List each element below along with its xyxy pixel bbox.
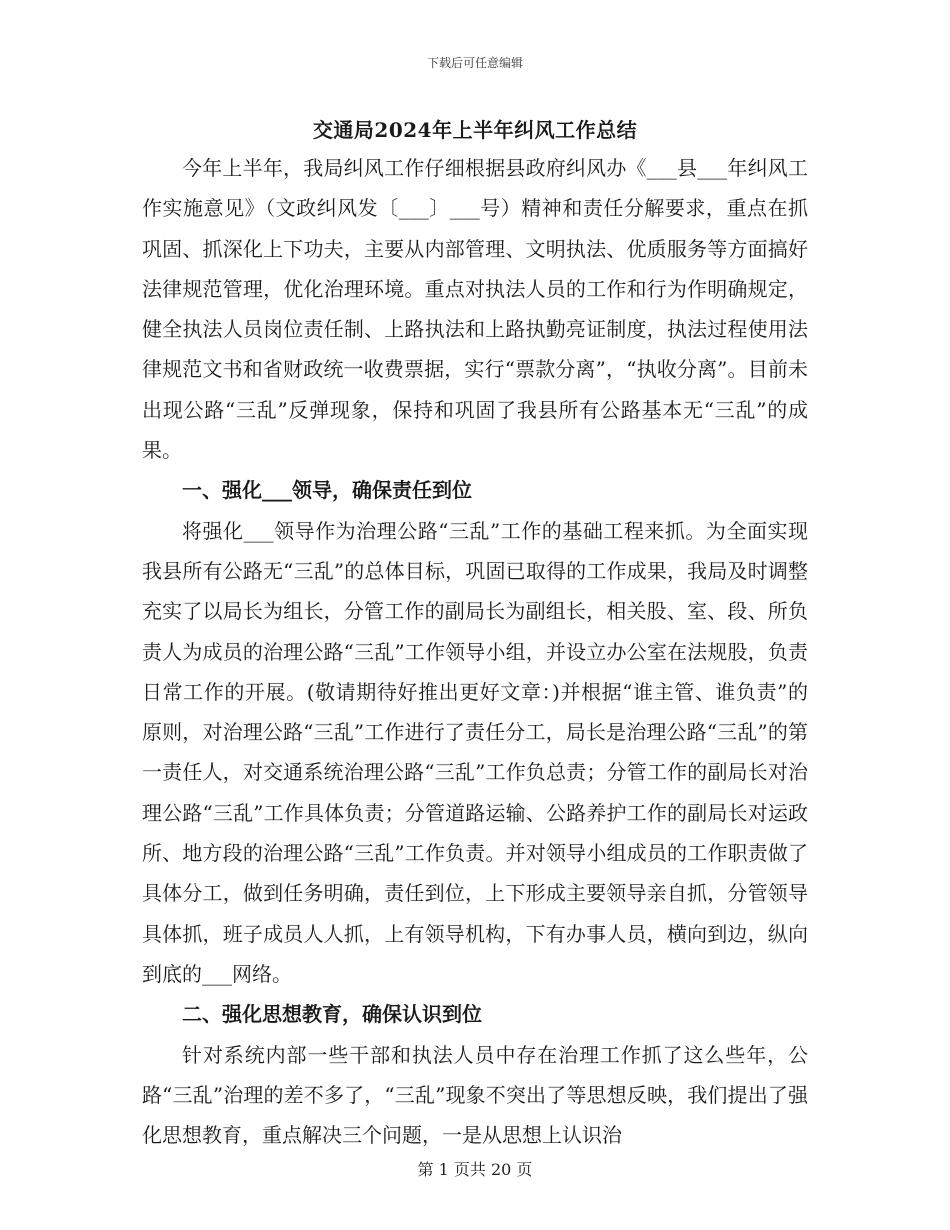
intro-paragraph: 今年上半年，我局纠风工作仔细根据县政府纠风办《___县___年纠风工作实施意见》（文政纠风发〔___〕___号）精神和责任分解要求，重点在抓巩固、抓深化上下功夫，主要从内部管理、文明执法、优质服务等方面搞好法律规范管理，优化治理环境。重点对执法人员的工作和行为作明确规定，健全执法人员岗位责任制、上路执法和上路执勤亮证制度，执法过程使用法律规范文书和省财政统一收费票据，实行“票款分离”，“执收分离”。目前未出现公路“三乱”反弹现象，保持和巩固了我县所有公路基本无“三乱”的成果。 bbox=[142, 156, 808, 463]
section-heading-2: 二、强化思想教育，确保认识到位 bbox=[182, 1002, 482, 1027]
section-heading-1: 一、强化___领导，确保责任到位 bbox=[182, 478, 472, 503]
section-paragraph-2: 针对系统内部一些干部和执法人员中存在治理工作抓了这么些年，公路“三乱”治理的差不多了，“三乱”现象不突出了等思想反映，我们提出了强化思想教育，重点解决三个问题，一是从思想上认识治 bbox=[142, 1042, 808, 1148]
document-title: 交通局2024年上半年纠风工作总结 bbox=[312, 118, 638, 142]
section-paragraph-1: 将强化___领导作为治理公路“三乱”工作的基础工程来抓。为全面实现我县所有公路无“三乱”的总体目标，巩固已取得的工作成果，我局及时调整充实了以局长为组长，分管工作的副局长为副组长，相关股、室、段、所负责人为成员的治理公路“三乱”工作领导小组，并设立办公室在法规股，负责日常工作的开展。(敬请期待好推出更好文章：)并根据“谁主管、谁负责”的原则，对治理公路“三乱”工作进行了责任分工，局长是治理公路“三乱”的第一责任人，对交通系统治理公路“三乱”工作负总责；分管工作的副局长对治理公路“三乱”工作具体负责；分管道路运输、公路养护工作的副局长对运政所、地方段的治理公路“三乱”工作负责。并对领导小组成员的工作职责做了具体分工，做到任务明确，责任到位，上下形成主要领导亲自抓，分管领导具体抓，班子成员人人抓，上有领导机构，下有办事人员，横向到边，纵向到底的___网络。 bbox=[142, 518, 808, 986]
document-body bbox=[142, 148, 808, 1155]
page-number-footer: 第 1 页共 20 页 bbox=[417, 1160, 533, 1179]
page-header-note: 下载后可任意编辑 bbox=[426, 56, 523, 70]
